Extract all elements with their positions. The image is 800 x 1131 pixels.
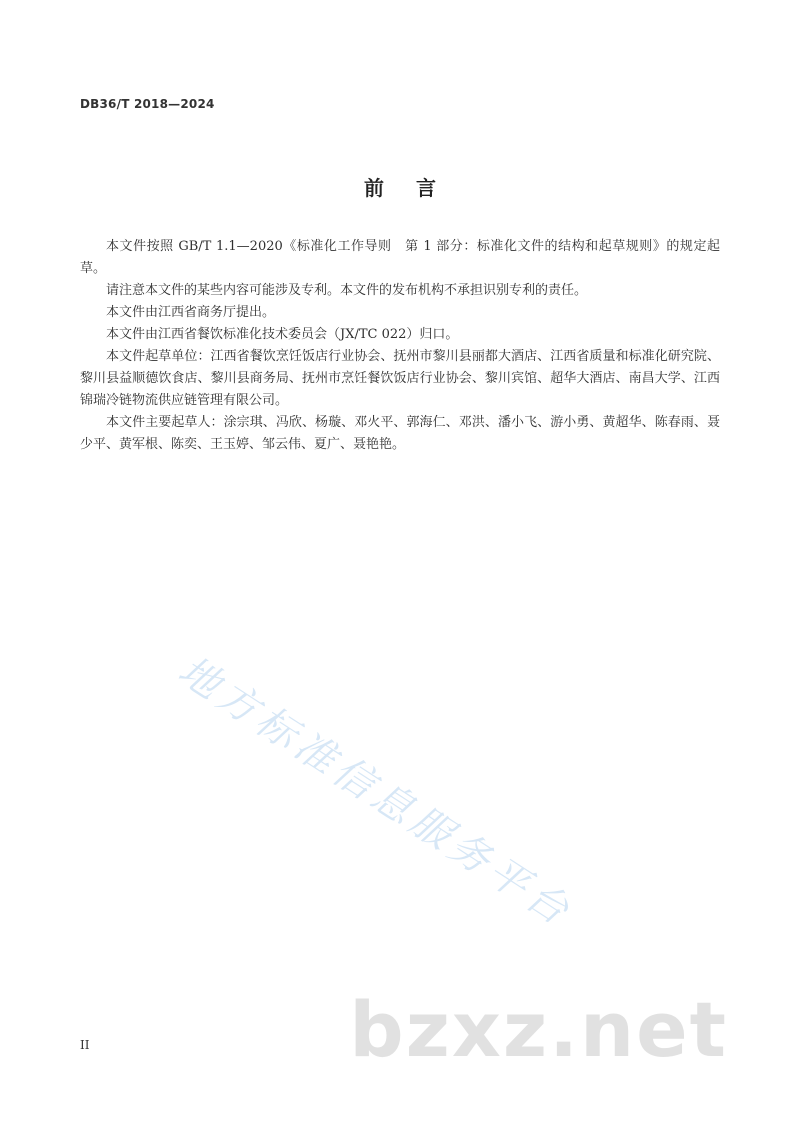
- title-char-1: 前: [364, 176, 384, 200]
- site-watermark: bzxz.net: [349, 985, 728, 1074]
- paragraph-main-drafters: 本文件主要起草人：涂宗琪、冯欣、杨璇、邓火平、郭海仁、邓洪、潘小飞、游小勇、黄超华、陈春雨、聂少平、黄军根、陈奕、王玉婷、邹云伟、夏广、聂艳艳。: [80, 415, 720, 452]
- paragraph-drafting-rules: 本文件按照 GB/T 1.1—2020《标准化工作导则 第 1 部分：标准化文件的结构和起草规则》的规定起草。: [80, 239, 720, 276]
- paragraph-proposer: 本文件由江西省商务厅提出。: [106, 305, 276, 320]
- page-number: II: [80, 1038, 90, 1052]
- paragraph-patent-notice: 请注意本文件的某些内容可能涉及专利。本文件的发布机构不承担识别专利的责任。: [106, 283, 588, 298]
- diagonal-watermark: 地方标准信息服务平台: [170, 647, 581, 937]
- page-title: [0, 172, 800, 201]
- title-char-2: 言: [416, 176, 436, 200]
- paragraph-drafting-units: 本文件起草单位：江西省餐饮烹饪饭店行业协会、抚州市黎川县丽都大酒店、江西省质量和标准化研究院、黎川县益顺德饮食店、黎川县商务局、抚州市烹饪餐饮饭店行业协会、黎川宾馆、超华大酒店、南昌大学、江西锦瑞冷链物流供应链管理有限公司。: [80, 349, 720, 408]
- foreword-body: [80, 236, 720, 456]
- paragraph-technical-committee: 本文件由江西省餐饮标准化技术委员会（JX/TC 022）归口。: [106, 327, 459, 342]
- document-code: DB36/T 2018—2024: [80, 97, 215, 111]
